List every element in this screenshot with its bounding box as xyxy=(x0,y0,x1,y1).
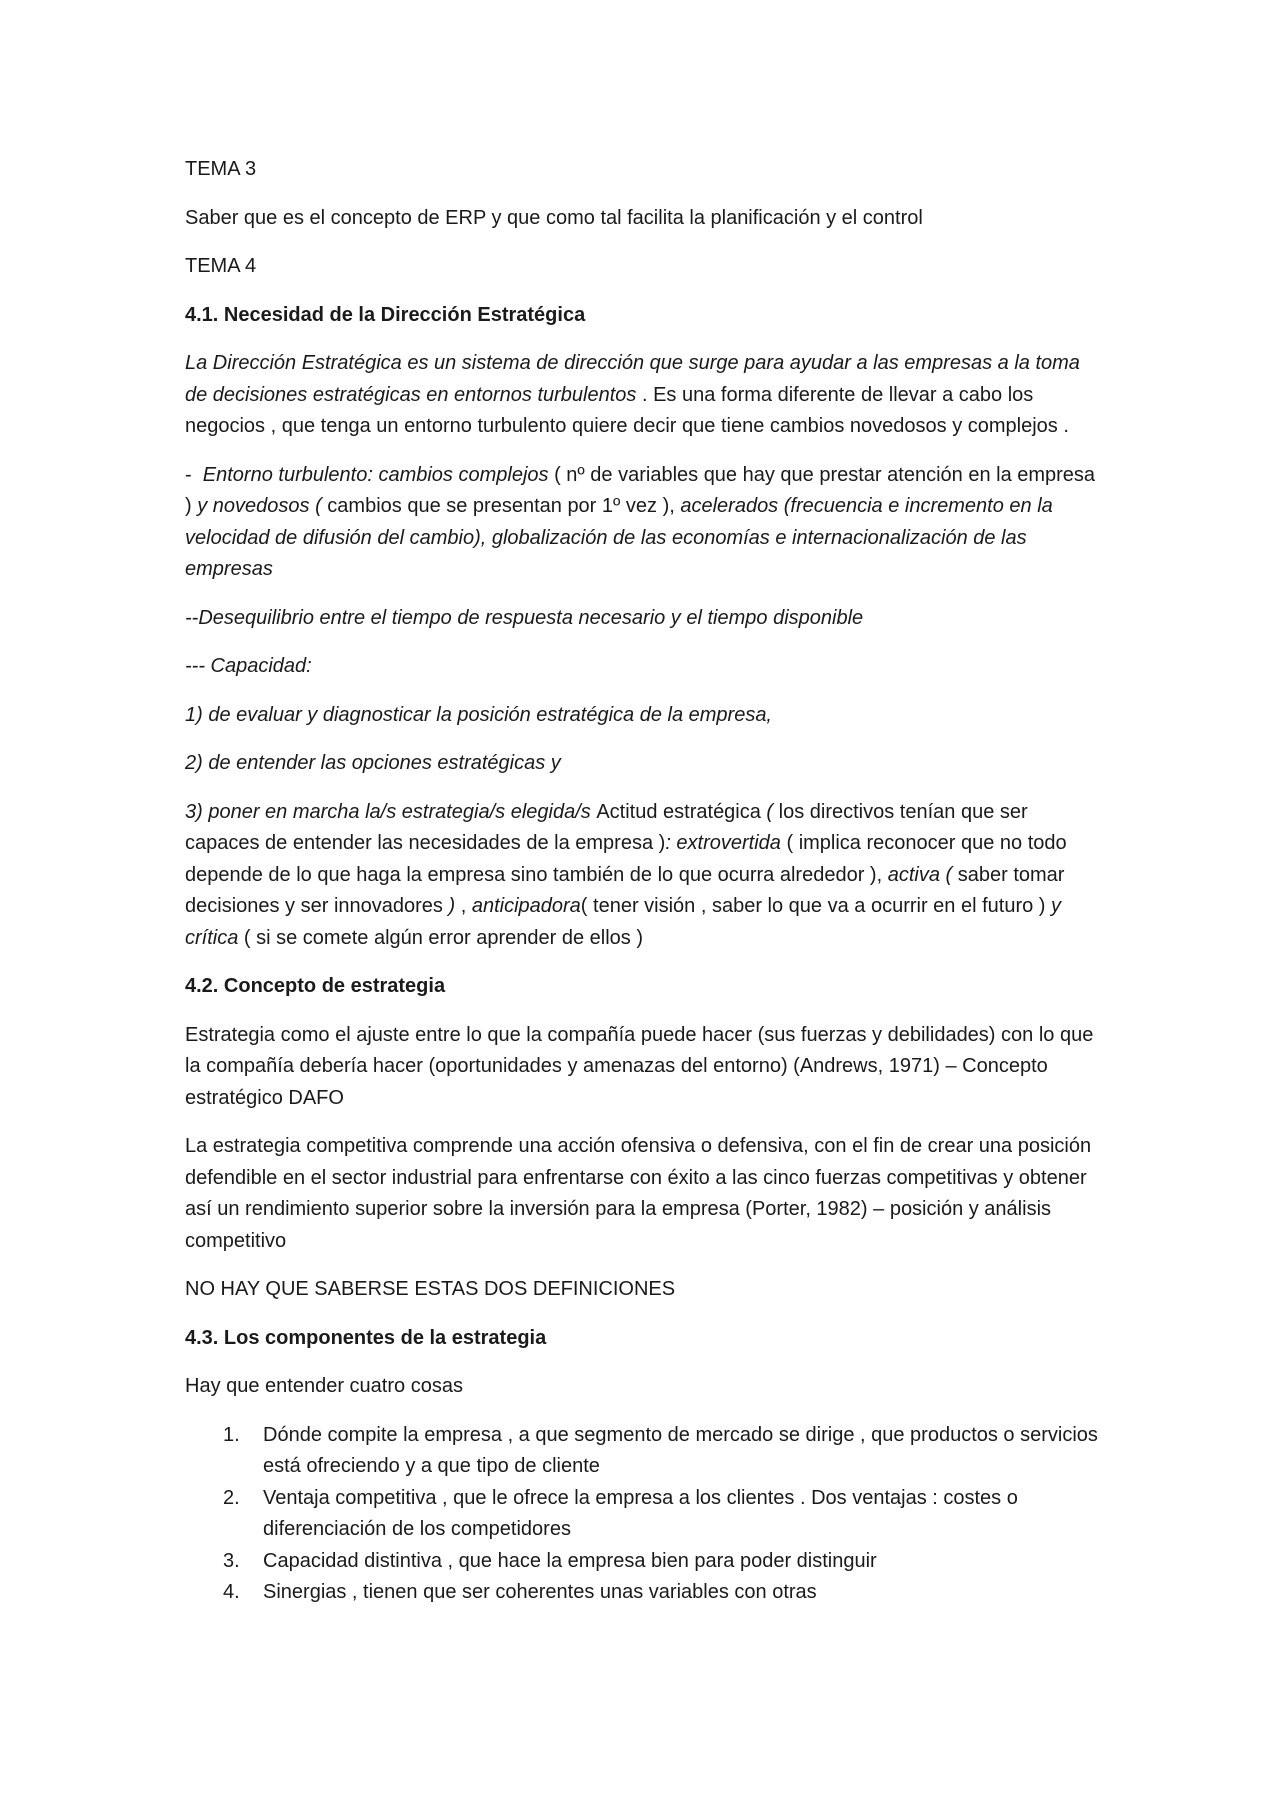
list-item-text: Ventaja competitiva , que le ofrece la empresa a los clientes . Dos ventajas : costes o diferenciación de los competidores xyxy=(263,1486,1018,1540)
list-item-number: 1. xyxy=(223,1423,240,1446)
section-4-1-paragraph-3: --Desequilibrio entre el tiempo de respuesta necesario y el tiempo disponible xyxy=(185,606,864,629)
text-run: ( xyxy=(760,800,774,823)
document-body xyxy=(185,154,1105,1609)
text-run: : extrovertida xyxy=(665,832,781,854)
section-4-3-intro: Hay que entender cuatro cosas xyxy=(185,1375,463,1397)
text-run: . Es una forma diferente de llevar a cabo los negocios , que tenga un entorno turbulento quiere decir que tiene cambios novedosos y complejos . xyxy=(185,383,1069,437)
list-item xyxy=(185,1483,1105,1546)
text-run: Actitud estratégica xyxy=(596,800,761,823)
section-4-1-paragraph-6: 2) de entender las opciones estratégicas y xyxy=(185,752,561,774)
text-run: La Dirección Estratégica es un sistema de dirección que surge para ayudar a las empresas a la toma de decisiones estratégicas en entornos turbulentos xyxy=(185,352,1080,406)
section-4-1-paragraph-4: --- Capacidad: xyxy=(185,655,312,677)
section-4-1-paragraph-5: 1) de evaluar y diagnosticar la posición estratégica de la empresa, xyxy=(185,703,772,726)
list-item-text: Capacidad distintiva , que hace la empresa bien para poder distinguir xyxy=(263,1549,877,1572)
text-run: ( implica reconocer que no todo depende de lo que haga la empresa sino también de lo que ocurra alrededor ), xyxy=(185,832,1067,886)
text-run: anticipadora xyxy=(471,895,581,917)
list-item-number: 2. xyxy=(223,1486,240,1509)
section-4-2-note: NO HAY QUE SABERSE ESTAS DOS DEFINICIONES xyxy=(185,1278,676,1300)
text-run: los directivos tenían que ser capaces de entender las necesidades de la empresa ) xyxy=(185,800,1028,854)
tema3-text: Saber que es el concepto de ERP y que como tal facilita la planificación y el control xyxy=(185,206,923,229)
tema3-title: TEMA 3 xyxy=(185,158,257,180)
text-run: saber tomar decisiones y ser innovadores xyxy=(185,863,1065,917)
section-4-3-heading: 4.3. Los componentes de la estrategia xyxy=(185,1326,547,1349)
text-run: 3) poner en marcha la/s estrategia/s elegida/s xyxy=(185,800,597,823)
text-run: acelerados (frecuencia e incremento en la velocidad de difusión del cambio), globalización de las economías e internacionalización de las empresas xyxy=(185,495,1053,580)
text-run: y novedosos ( xyxy=(197,495,322,517)
list-item-text: Sinergias , tienen que ser coherentes unas variables con otras xyxy=(263,1581,817,1603)
section-4-2-paragraph-1: Estrategia como el ajuste entre lo que la compañía puede hacer (sus fuerzas y debilidades) con lo que la compañía debería hacer (oportunidades y amenazas del entorno) (Andrews, 1971) – Concepto estratégico DAFO xyxy=(185,1023,1094,1109)
text-run: cambios que se presentan por 1º vez ), xyxy=(321,495,681,517)
section-4-1-paragraph-2 xyxy=(185,460,1105,586)
list-item-text: Dónde compite la empresa , a que segmento de mercado se dirige , que productos o servicios está ofreciendo y a que tipo de cliente xyxy=(263,1423,1098,1477)
text-run: activa ( xyxy=(887,863,953,886)
list-item xyxy=(185,1577,1105,1609)
list-item xyxy=(185,1420,1105,1483)
text-run: ( nº de variables que hay que prestar atención en la empresa ) xyxy=(185,463,1096,517)
text-run: ( si se comete algún error aprender de ellos ) xyxy=(238,926,643,949)
text-run: y crítica xyxy=(185,895,1062,949)
tema4-title: TEMA 4 xyxy=(185,255,257,277)
text-run: Entorno turbulento: cambios complejos xyxy=(202,463,549,486)
text-run: - xyxy=(185,463,203,486)
section-4-2-heading: 4.2. Concepto de estrategia xyxy=(185,975,446,997)
text-run: , xyxy=(455,895,472,917)
list-item xyxy=(185,1546,1105,1578)
section-4-1-paragraph-7 xyxy=(185,797,1105,955)
list-item-number: 4. xyxy=(223,1581,240,1603)
text-run: ( tener visión , saber lo que va a ocurrir en el futuro ) xyxy=(580,895,1052,917)
section-4-1-paragraph-1 xyxy=(185,348,1105,443)
text-run: ) xyxy=(448,895,456,917)
list-item-number: 3. xyxy=(223,1549,240,1572)
section-4-1-heading: 4.1. Necesidad de la Dirección Estratégica xyxy=(185,303,586,326)
section-4-2-paragraph-2: La estrategia competitiva comprende una acción ofensiva o defensiva, con el fin de crear una posición defendible en el sector industrial para enfrentarse con éxito a las cinco fuerzas competitivas y obtener así un rendimiento superior sobre la inversión para la empresa (Porter, 1982) – posición y análisis competitivo xyxy=(185,1135,1092,1252)
components-list xyxy=(185,1420,1105,1609)
